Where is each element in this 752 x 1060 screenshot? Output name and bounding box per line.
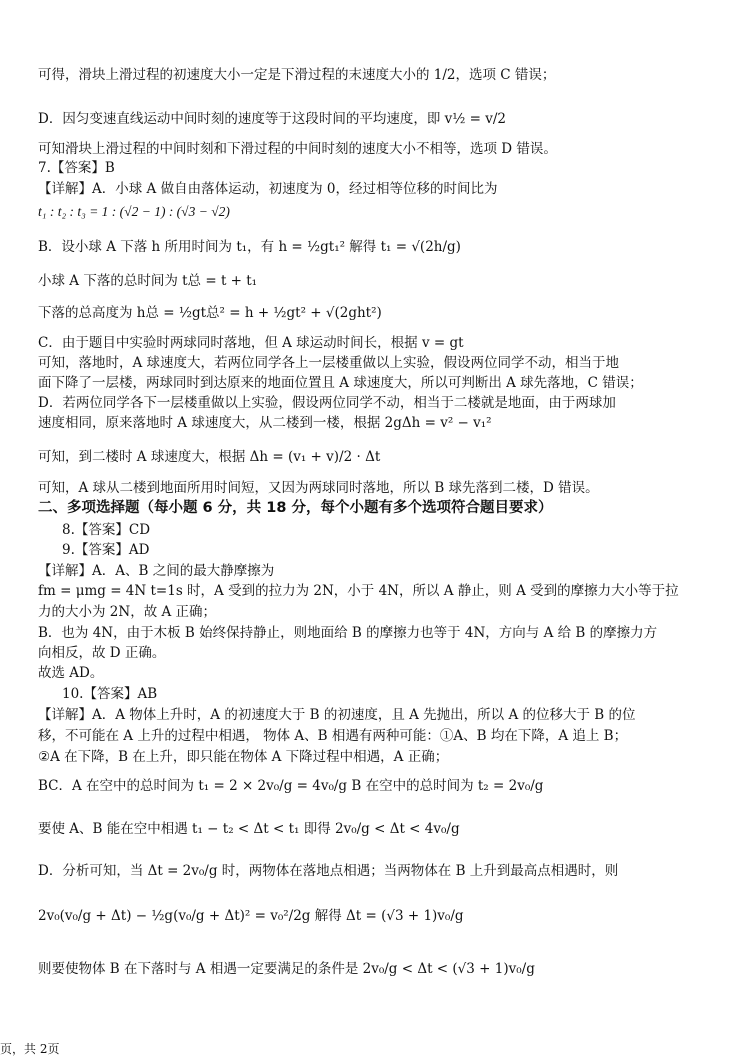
text-line: 速度相同，原来落地时 A 球速度大，从二楼到一楼，根据 2gΔh = v² − v₁² xyxy=(38,415,492,431)
text-line: D．因匀变速直线运动中间时刻的速度等于这段时间的平均速度，即 v½ = v/2 xyxy=(38,111,506,127)
text-line: B．也为 4N，由于木板 B 始终保持静止，则地面给 B 的摩擦力也等于 4N，方向与 A 给 B 的摩擦力方 xyxy=(38,625,658,641)
answer-heading: 8.【答案】CD xyxy=(62,522,151,538)
text-line: D．若两位同学各下一层楼重做以上实验，假设两位同学不动，相当于二楼就是地面，由于两球加 xyxy=(38,395,616,411)
text-line: 【详解】A．A、B 之间的最大静摩擦为 xyxy=(38,563,275,579)
text-line: 向相反，故 D 正确。 xyxy=(38,645,166,661)
text-line: 可知，到二楼时 A 球速度大，根据 Δh = (v₁ + v)/2 · Δt xyxy=(38,449,381,465)
text-line: 故选 AD。 xyxy=(38,665,104,681)
text-line: 可知，A 球从二楼到地面所用时间短，又因为两球同时落地，所以 B 球先落到二楼，D 错误。 xyxy=(38,480,599,496)
text-line: 移，不可能在 A 上升的过程中相遇， 物体 A、B 相遇有两种可能：①A、B 均在下降，A 追上 B； xyxy=(38,728,628,744)
text-line: B．设小球 A 下落 h 所用时间为 t₁，有 h = ½gt₁² 解得 t₁ = √(2h/g) xyxy=(38,239,461,255)
text-line: 可知滑块上滑过程的中间时刻和下滑过程的中间时刻的速度大小不相等，选项 D 错误。 xyxy=(38,141,557,157)
text-line: 小球 A 下落的总时间为 t总 = t + t₁ xyxy=(38,273,258,289)
text-line: 可知，落地时，A 球速度大，若两位同学各上一层楼重做以上实验，假设两位同学不动，相当于地 xyxy=(38,355,620,371)
page-footer: 页，共 2页 xyxy=(0,1042,60,1056)
text-line: 【详解】A．A 物体上升时，A 的初速度大于 B 的初速度，且 A 先抛出，所以 A 的位移大于 B 的位 xyxy=(38,707,636,723)
text-line: D．分析可知，当 Δt = 2v₀/g 时，两物体在落地点相遇；当两物体在 B 上升到最高点相遇时，则 xyxy=(38,863,619,879)
text-line: 面下降了一层楼，两球同时到达原来的地面位置且 A 球速度大，所以可判断出 A 球先落地，C 错误； xyxy=(38,375,643,391)
section-heading: 二、多项选择题（每小题 6 分，共 18 分，每个小题有多个选项符合题目要求） xyxy=(38,500,553,516)
text-line: fm = μmg = 4N t=1s 时，A 受到的拉力为 2N，小于 4N，所以 A 静止，则 A 受到的摩擦力大小等于拉 xyxy=(38,583,679,599)
equation: 2v₀(v₀/g + Δt) − ½g(v₀/g + Δt)² = v₀²/2g 解得 Δt = (√3 + 1)v₀/g xyxy=(38,908,464,924)
text-line: ②A 在下降，B 在上升，即只能在物体 A 下降过程中相遇，A 正确； xyxy=(38,749,449,765)
text-line: BC．A 在空中的总时间为 t₁ = 2 × 2v₀/g = 4v₀/g B 在空中的总时间为 t₂ = 2v₀/g xyxy=(38,778,544,794)
answer-heading: 7.【答案】B xyxy=(38,160,115,176)
answer-heading: 9.【答案】AD xyxy=(62,542,150,558)
text-line: 力的大小为 2N，故 A 正确； xyxy=(38,604,217,620)
text-line: C．由于题目中实验时两球同时落地，但 A 球运动时间长，根据 v = gt xyxy=(38,335,464,351)
text-line: 下落的总高度为 h总 = ½gt总² = h + ½gt² + √(2ght²) xyxy=(38,305,382,321)
text-line: 要使 A、B 能在空中相遇 t₁ − t₂ < Δt < t₁ 即得 2v₀/g < Δt < 4v₀/g xyxy=(38,821,460,837)
text-line: 则要使物体 B 在下落时与 A 相遇一定要满足的条件是 2v₀/g < Δt < (√3 + 1)v₀/g xyxy=(38,961,535,977)
equation: t₁ : t₂ : t₃ = 1 : (√2 − 1) : (√3 − √2) xyxy=(38,204,230,219)
answer-heading: 10.【答案】AB xyxy=(62,686,158,702)
text-line: 【详解】A．小球 A 做自由落体运动，初速度为 0，经过相等位移的时间比为 xyxy=(38,181,498,197)
text-line: 可得，滑块上滑过程的初速度大小一定是下滑过程的末速度大小的 1/2，选项 C 错误； xyxy=(38,67,556,83)
